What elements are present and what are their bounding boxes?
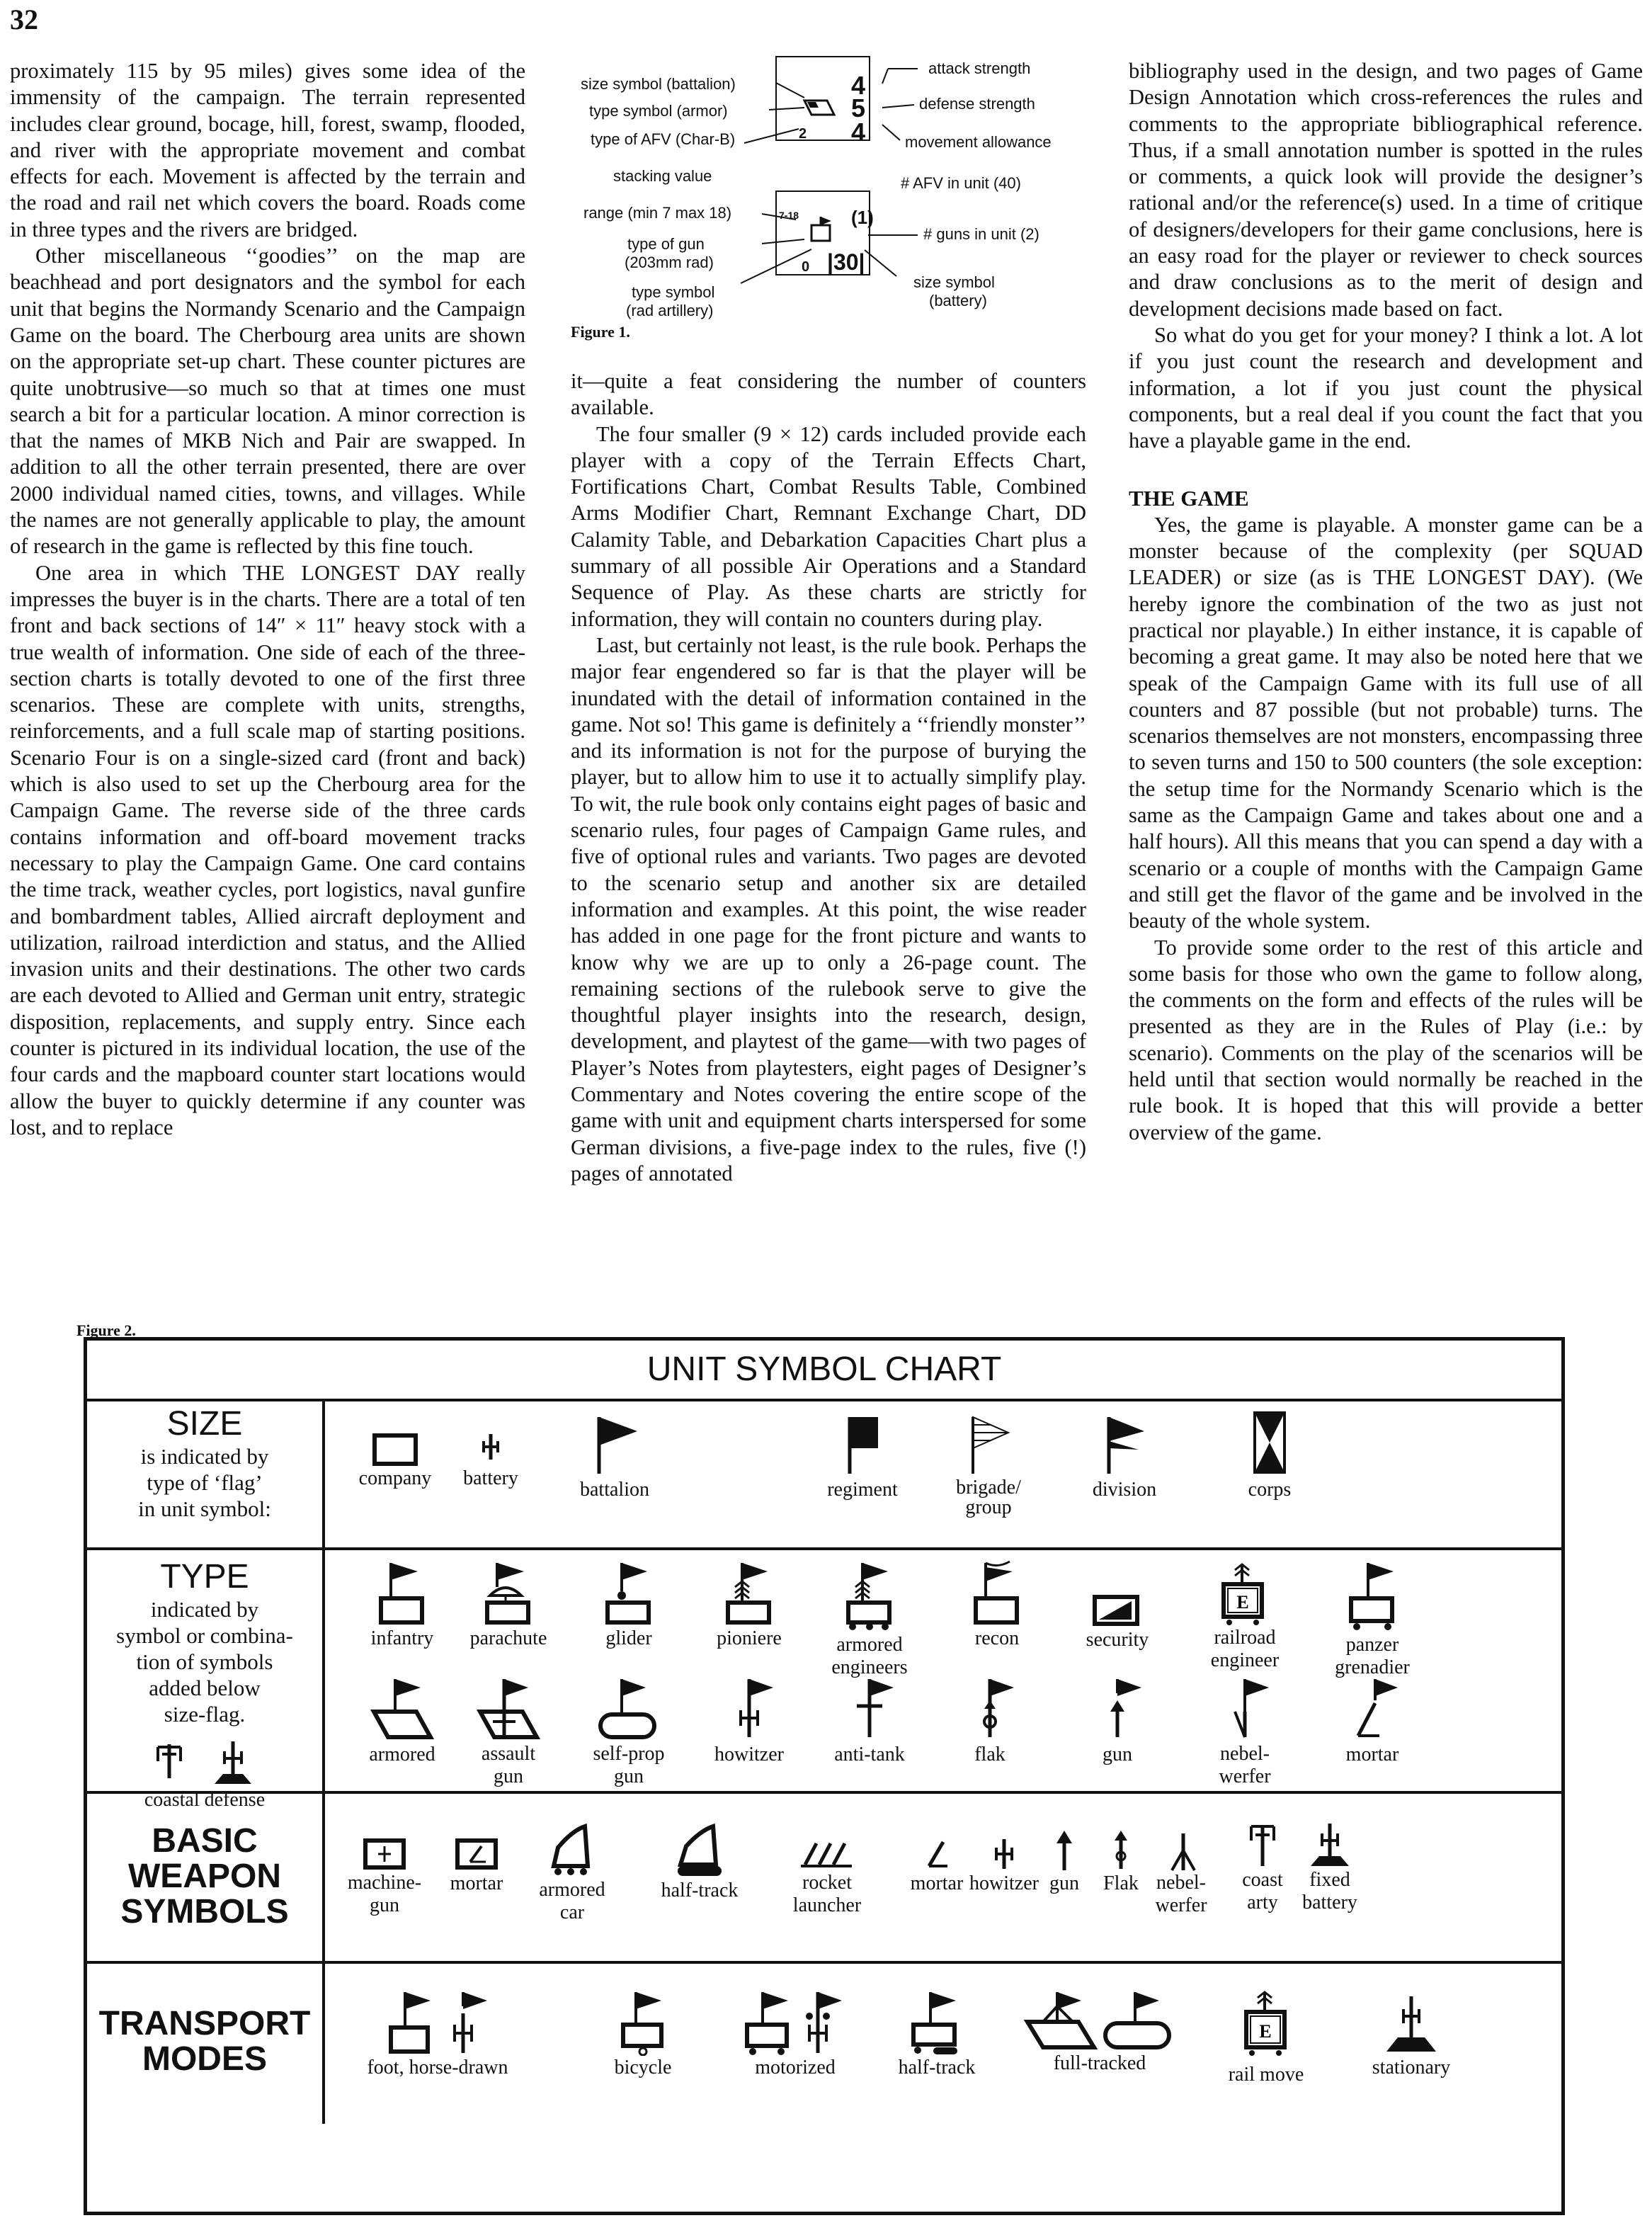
transport-label: rail move [1228, 2064, 1304, 2086]
anti-tank-icon [841, 1672, 898, 1743]
fig1-label-gun-type-2: (203mm rad) [625, 254, 714, 271]
rail-move-e-letter: E [1259, 2021, 1272, 2042]
size-label: division [1092, 1479, 1157, 1501]
armored-car-weapon [519, 1815, 625, 1924]
type-sub-4: added below [149, 1676, 261, 1700]
battalion-flag-icon [586, 1410, 643, 1478]
armored-car-icon [544, 1815, 600, 1879]
fig1-label-type-symbol-2: type symbol [632, 283, 715, 301]
type-row-header [87, 1550, 325, 1811]
anti-tank-symbol [816, 1672, 923, 1767]
battalion-symbol [569, 1410, 661, 1502]
gun-weapon [1036, 1829, 1093, 1896]
motorized-transport [724, 1985, 866, 2080]
weapon-label: fixed [1309, 1869, 1350, 1891]
assault-gun-symbol [455, 1672, 562, 1788]
parachute-icon [480, 1556, 537, 1627]
type-label: gun [494, 1765, 523, 1787]
transport-row-header [87, 1964, 325, 2124]
transport-label: full-tracked [1053, 2052, 1146, 2074]
paragraph: proximately 115 by 95 miles) gives some idea of the immensity of the campaign. The terrain represented includes clear ground, bocage, hill, forest, swamp, flooded, and river with the appropriate movement and combat effects for each. Movement is affected by the terrain and the road and rail net which covers the board. Roads come in three types and the rivers are bridged. [10, 59, 525, 241]
text-column-3 [1129, 58, 1643, 1146]
weapon-label: mortar [910, 1872, 964, 1894]
fig1-label-stacking: stacking value [613, 167, 712, 185]
transport-label: bicycle [614, 2057, 672, 2078]
weapon-label: Flak [1103, 1872, 1139, 1894]
fig1-label-afv-type: type of AFV (Char-B) [591, 130, 736, 148]
size-label: brigade/ [956, 1477, 1021, 1498]
transport-row [87, 1964, 1561, 2124]
howitzer-symbol [696, 1672, 802, 1767]
fig1-label-defense: defense strength [919, 95, 1035, 113]
type-label: engineers [831, 1656, 908, 1678]
self-prop-gun-icon [593, 1672, 664, 1743]
half-track-transport [880, 1985, 993, 2080]
page-number: 32 [10, 4, 38, 35]
counter-number-value: |30| [827, 249, 865, 275]
parachute-symbol [455, 1556, 562, 1651]
type-label: grenadier [1335, 1656, 1410, 1678]
type-label: security [1086, 1629, 1149, 1651]
half-track-transport-icon [905, 1985, 969, 2056]
glider-icon [600, 1556, 657, 1627]
weapon-label: arty [1247, 1892, 1278, 1913]
type-label: glider [605, 1627, 652, 1649]
type-label: werfer [1219, 1765, 1271, 1787]
weapon-label: nebel- [1156, 1872, 1206, 1894]
type-label: engineer [1210, 1649, 1280, 1671]
motorized-icon [739, 1985, 852, 2056]
size-sub-3: in unit symbol: [138, 1496, 271, 1521]
battery-symbol [452, 1424, 530, 1491]
regiment-symbol [816, 1410, 908, 1502]
stationary-icon [1379, 1992, 1443, 2056]
fig1-label-range: range (min 7 max 18) [583, 204, 732, 222]
railroad-engineer-icon [1217, 1556, 1273, 1627]
type-label: armored [836, 1634, 903, 1656]
fixed-battery-icon [1305, 1819, 1355, 1869]
counter-guns-value: (1) [851, 207, 874, 228]
type-label: armored [369, 1744, 435, 1765]
flak-icon [962, 1672, 1018, 1743]
fig1-label-size-symbol-2b: (battery) [929, 292, 987, 309]
type-label: gun [614, 1765, 644, 1787]
weapon-row [87, 1794, 1561, 1964]
mortar-basic-weapon [901, 1836, 972, 1896]
full-tracked-transport [1015, 1985, 1185, 2076]
type-label: howitzer [714, 1744, 784, 1765]
size-sub-1: is indicated by [140, 1444, 269, 1469]
panzer-grenadier-icon [1344, 1556, 1401, 1634]
mortar-box-icon [452, 1836, 501, 1872]
fig1-label-gun-type: type of gun [627, 235, 705, 253]
transport-title-2: MODES [142, 2040, 267, 2078]
weapon-row-header [87, 1794, 325, 1961]
size-title: SIZE [166, 1405, 243, 1443]
counter-range-value: 7-18 [779, 210, 799, 221]
nebelwerfer-icon [1217, 1672, 1273, 1743]
coastal-defense-label: coastal defense [144, 1789, 266, 1811]
text-column-2 [571, 368, 1086, 1187]
howitzer-icon [721, 1672, 777, 1743]
counter-stack-value: 2 [799, 126, 807, 142]
mortar-symbol [1319, 1672, 1425, 1767]
size-sub-2: type of ‘flag’ [147, 1470, 263, 1495]
full-tracked-icon [1022, 1985, 1178, 2052]
fig1-label-attack: attack strength [928, 59, 1031, 77]
transport-label: stationary [1372, 2057, 1451, 2078]
weapon-label: half-track [661, 1879, 739, 1901]
recon-icon [969, 1556, 1025, 1627]
howitzer-weapon [965, 1836, 1043, 1896]
size-label: battery [463, 1467, 518, 1489]
rail-move-transport [1213, 1985, 1319, 2087]
paragraph: The four smaller (9 × 12) cards included provide each player with a copy of the Terrain Effects Chart, Fortifications Chart, Combat Results Table, Combined Arms Modifier Chart, Remnant Exchange Chart, DD Calamity Table, and Debarkation Capacities Chart plus a summary of all possible Air Operations and a Standard Sequence of Play. As these charts are strictly for information, they will contain no counters during play. [571, 421, 1086, 631]
machine-gun-weapon [342, 1836, 427, 1917]
size-label: group [965, 1496, 1012, 1518]
infantry-symbol [349, 1556, 455, 1651]
battery-icon [477, 1424, 505, 1467]
paragraph: bibliography used in the design, and two pages of Game Design Annotation which cross-references the rules and comments to the appropriate bibliographical reference. Thus, if a small annotation number is spotted in the rules or comments, a quick look will provide the designer’s rational and/or the reference(s) used. In a time of critique of designers/developers for their game conclusions, here is an easy road for the player or reviewer to check sources and draw conclusions as to the merit of design and development decisions made based on fact. [1129, 59, 1643, 321]
self-prop-gun-symbol [576, 1672, 682, 1788]
weapon-title-2: WEAPON [128, 1858, 281, 1895]
figure-1 [571, 50, 1086, 347]
weapon-title-3: SYMBOLS [120, 1893, 289, 1930]
text-column-1 [10, 58, 525, 1141]
size-label: corps [1248, 1479, 1292, 1501]
type-label: parachute [469, 1627, 547, 1649]
paragraph: So what do you get for your money? I think a lot. A lot if you just count the research and development and information, a lot if you just count the physical components, but a real deal if you count the fact that you have a playable game in the end. [1129, 322, 1643, 453]
figure-1-caption: Figure 1. [571, 323, 630, 341]
type-sub-2: symbol or combina- [116, 1623, 293, 1648]
fig1-label-movement: movement allowance [905, 133, 1052, 151]
rail-move-icon [1238, 1985, 1294, 2063]
gun-basic-icon [1047, 1829, 1082, 1872]
weapon-label: car [559, 1901, 585, 1923]
weapon-label: launcher [792, 1894, 862, 1916]
nebelwerfer-symbol [1192, 1672, 1298, 1788]
gun-icon [1089, 1672, 1146, 1743]
bicycle-icon [615, 1985, 671, 2056]
counter-attack-value: 4 [851, 71, 866, 100]
half-track-icon [668, 1815, 731, 1879]
type-label: flak [974, 1744, 1006, 1765]
rocket-launcher-icon [795, 1836, 859, 1872]
bicycle-transport [590, 1985, 696, 2080]
security-icon [1089, 1593, 1146, 1628]
type-label: railroad [1214, 1627, 1276, 1649]
armored-engineers-symbol [816, 1556, 923, 1679]
size-label: company [358, 1467, 432, 1489]
security-symbol [1064, 1593, 1170, 1652]
flak-basic-icon [1103, 1829, 1139, 1872]
paragraph: it—quite a feat considering the number of counters available. [571, 369, 1086, 420]
fig1-label-afv-count: # AFV in unit (40) [901, 174, 1021, 192]
foot-horse-drawn-transport [342, 1985, 533, 2080]
section-heading: THE GAME [1129, 486, 1249, 511]
type-label: assault [481, 1743, 536, 1765]
half-track-weapon [646, 1815, 753, 1903]
coast-arty-icon [1241, 1819, 1284, 1869]
paragraph: Last, but certainly not least, is the rule book. Perhaps the major fear engendered so far is that the player will be inundated with the detail of information contained in the game. Not so! This game is definitely a ‘‘friendly monster’’ and its information is not for the purpose of burying the player, but to allow him to use it to actually simplify play. To wit, the rule book only contains eight pages of basic and scenario rules, four pages of Campaign Game rules, and five of optional rules and variants. Two pages are devoted to the scenario setup and another six are detailed information and examples. At this point, the wise reader has added in one page for the front picture and wants to know why we are up to only a 26-page count. The remaining sections of the rulebook serve to give the thoughtful player insights into the research, design, development, and playtest of the game—with two pages of Player’s Notes from playtesters, eight pages of Designer’s Commentary and Notes covering the entire scope of the game with unit and equipment charts interspersed for some German divisions, a five-page index to the rules, five (!) pages of annotated [571, 632, 1087, 1185]
fixed-battery-weapon [1291, 1819, 1369, 1914]
type-sub-5: size-flag. [164, 1702, 246, 1727]
regiment-flag-icon [834, 1410, 891, 1478]
type-label: self-prop [593, 1743, 665, 1765]
armored-engineers-icon [841, 1556, 898, 1634]
armored-icon [367, 1672, 438, 1743]
size-label: regiment [827, 1479, 898, 1501]
unit-symbol-chart [84, 1337, 1565, 2215]
weapon-label: howitzer [969, 1872, 1039, 1894]
type-row [87, 1550, 1561, 1811]
division-symbol [1078, 1410, 1170, 1502]
type-label: anti-tank [834, 1744, 905, 1765]
transport-label: foot, horse-drawn [367, 2057, 508, 2078]
coastal-defense-icon [141, 1737, 268, 1787]
fig1-label-guns: # guns in unit (2) [923, 225, 1039, 243]
weapon-label: gun [370, 1894, 399, 1916]
fig1-label-size-symbol: size symbol (battalion) [581, 75, 736, 93]
fig1-label-size-symbol-2: size symbol [913, 273, 995, 291]
type-label: recon [974, 1627, 1020, 1649]
paragraph: One area in which THE LONGEST DAY really impresses the buyer is in the charts. There are a total of ten front and back sections of 14″ × 11″ heavy stock with a true wealth of information. One side of each of the three-section charts is totally devoted to one of the first three scenarios. These are complete with units, strengths, reinforcements, and a full scale map of starting positions. Scenario Four is on a single-sized card (front and back) which is also used to set up the Cherbourg area for the Campaign Game. The reverse side of the three cards contains information and off-board movement tracks necessary to play the Campaign Game. One card contains the time track, weather cycles, port logistics, naval gunfire and bombardment tables, Allied aircraft deployment and utilization, railroad interdiction and status, and the Allied invasion units and their destinations. The other two cards are each devoted to Allied and German unit entry, strategic disposition, replacements, and supply entry. Since each counter is pictured in its individual location, the use of the four cards and the mapboard counter start locations would allow the buyer to quickly determine if any counter was lost, and to replace [10, 560, 525, 1139]
counter-movement-value: 4 [851, 118, 866, 147]
weapon-label: machine- [347, 1872, 422, 1894]
pioniere-symbol [696, 1556, 802, 1651]
weapon-label: werfer [1155, 1894, 1207, 1916]
weapon-label: battery [1302, 1892, 1357, 1913]
railroad-engineer-symbol [1192, 1556, 1298, 1672]
paragraph: Yes, the game is playable. A monster game can be a monster because of the complexity (per SQUAD LEADER) or size (as is THE LONGEST DAY). (We hereby ignore the combination of the two as just not practical nor playable.) In either instance, it is capable of becoming a great game. It may also be noted here that we speak of the Campaign Game with its full use of all counters and 87 possible (but not probable) turns. The scenarios themselves are not monsters, encompassing three to seven turns and 150 to 500 counters (the sole exception: the setup time for the Normandy Scenario which is the same as the Campaign Game and takes about one and a half hours). All this means that you can spend a day with a scenario or a couple of months with the Campaign Game and still get the flavor of the game and be involved in the beauty of the whole system. [1129, 512, 1643, 933]
assault-gun-icon [473, 1672, 544, 1743]
coast-arty-weapon [1227, 1819, 1298, 1914]
foot-horse-drawn-icon [381, 1985, 494, 2056]
size-row [87, 1399, 1561, 1550]
corps-symbol [1224, 1407, 1316, 1502]
figure-2-caption: Figure 2. [76, 1321, 136, 1339]
size-row-header [87, 1399, 325, 1547]
machine-gun-icon [360, 1836, 409, 1872]
transport-title-1: TRANSPORT [98, 2005, 311, 2042]
corps-flag-icon [1245, 1407, 1294, 1478]
paragraph: Other miscellaneous ‘‘goodies’’ on the map are beachhead and port designators and the symbol for each unit that begins the Normandy Scenario and the Campaign Game on the board. The Cherbourg area units are shown on the appropriate set-up chart. These counter pictures are quite unobtrusive—so much so that at times one must search a bit for a particular location. A minor correction is that the names of MKB Nich and Pair are swapped. In addition to all the other terrain presented, there are over 2000 individual named cities, towns, and villages. While the names are not generally applicable to play, the amount of research in the game is reflected by this fine touch. [10, 244, 525, 559]
mortar-basic-icon [919, 1836, 955, 1872]
weapon-label: rocket [802, 1872, 852, 1894]
type-label: pioniere [717, 1627, 782, 1649]
counter-stack-value-2: 0 [802, 259, 810, 275]
weapon-label: gun [1049, 1872, 1079, 1894]
paragraph: To provide some order to the rest of this article and some basis for those who own the game to follow along, the comments on the form and effects of the rules will be presented as they are in the Rules of Play (i.e.: by scenario). Comments on the play of the scenarios will be held until that section would normally be reached in the rule book. It is hoped that this will provide a better overview of the game. [1129, 935, 1643, 1144]
nebelwerfer-basic-icon [1163, 1829, 1199, 1872]
weapon-title-1: BASIC [152, 1822, 258, 1860]
transport-label: half-track [898, 2057, 976, 2078]
infantry-icon [374, 1556, 431, 1627]
flak-symbol [937, 1672, 1043, 1767]
type-title: TYPE [160, 1558, 249, 1596]
recon-symbol [944, 1556, 1050, 1651]
rocket-launcher-weapon [774, 1836, 880, 1917]
flak-weapon [1093, 1829, 1149, 1896]
fig1-label-type-symbol-2b: (rad artillery) [626, 302, 714, 319]
panzer-grenadier-symbol [1319, 1556, 1425, 1679]
brigade-symbol [942, 1410, 1035, 1518]
howitzer-basic-icon [986, 1836, 1022, 1872]
size-label: battalion [580, 1479, 649, 1501]
counter-defense-value: 5 [851, 93, 866, 123]
type-label: panzer [1345, 1634, 1399, 1656]
type-label: infantry [370, 1627, 434, 1649]
mortar-weapon [434, 1836, 519, 1896]
weapon-label: armored [539, 1879, 605, 1901]
company-icon [370, 1424, 420, 1467]
chart-title: UNIT SYMBOL CHART [87, 1341, 1561, 1401]
nebelwerfer-weapon [1142, 1829, 1220, 1917]
weapon-label: mortar [450, 1872, 503, 1894]
division-flag-icon [1096, 1410, 1153, 1478]
type-label: gun [1103, 1744, 1132, 1765]
mortar-icon [1344, 1672, 1401, 1743]
type-sub-1: indicated by [150, 1597, 259, 1622]
weapon-label: coast [1242, 1869, 1283, 1891]
stationary-transport [1355, 1992, 1468, 2080]
type-label: nebel- [1220, 1743, 1270, 1765]
railroad-e-letter: E [1236, 1592, 1249, 1613]
fig1-label-type-symbol: type symbol (armor) [589, 102, 728, 120]
company-symbol [349, 1424, 441, 1491]
gun-symbol [1064, 1672, 1170, 1767]
pioniere-icon [721, 1556, 777, 1627]
type-sub-3: tion of symbols [136, 1649, 273, 1674]
brigade-flag-icon [960, 1410, 1017, 1478]
armored-symbol [349, 1672, 455, 1767]
transport-label: motorized [755, 2057, 836, 2078]
glider-symbol [576, 1556, 682, 1651]
type-label: mortar [1345, 1744, 1399, 1765]
